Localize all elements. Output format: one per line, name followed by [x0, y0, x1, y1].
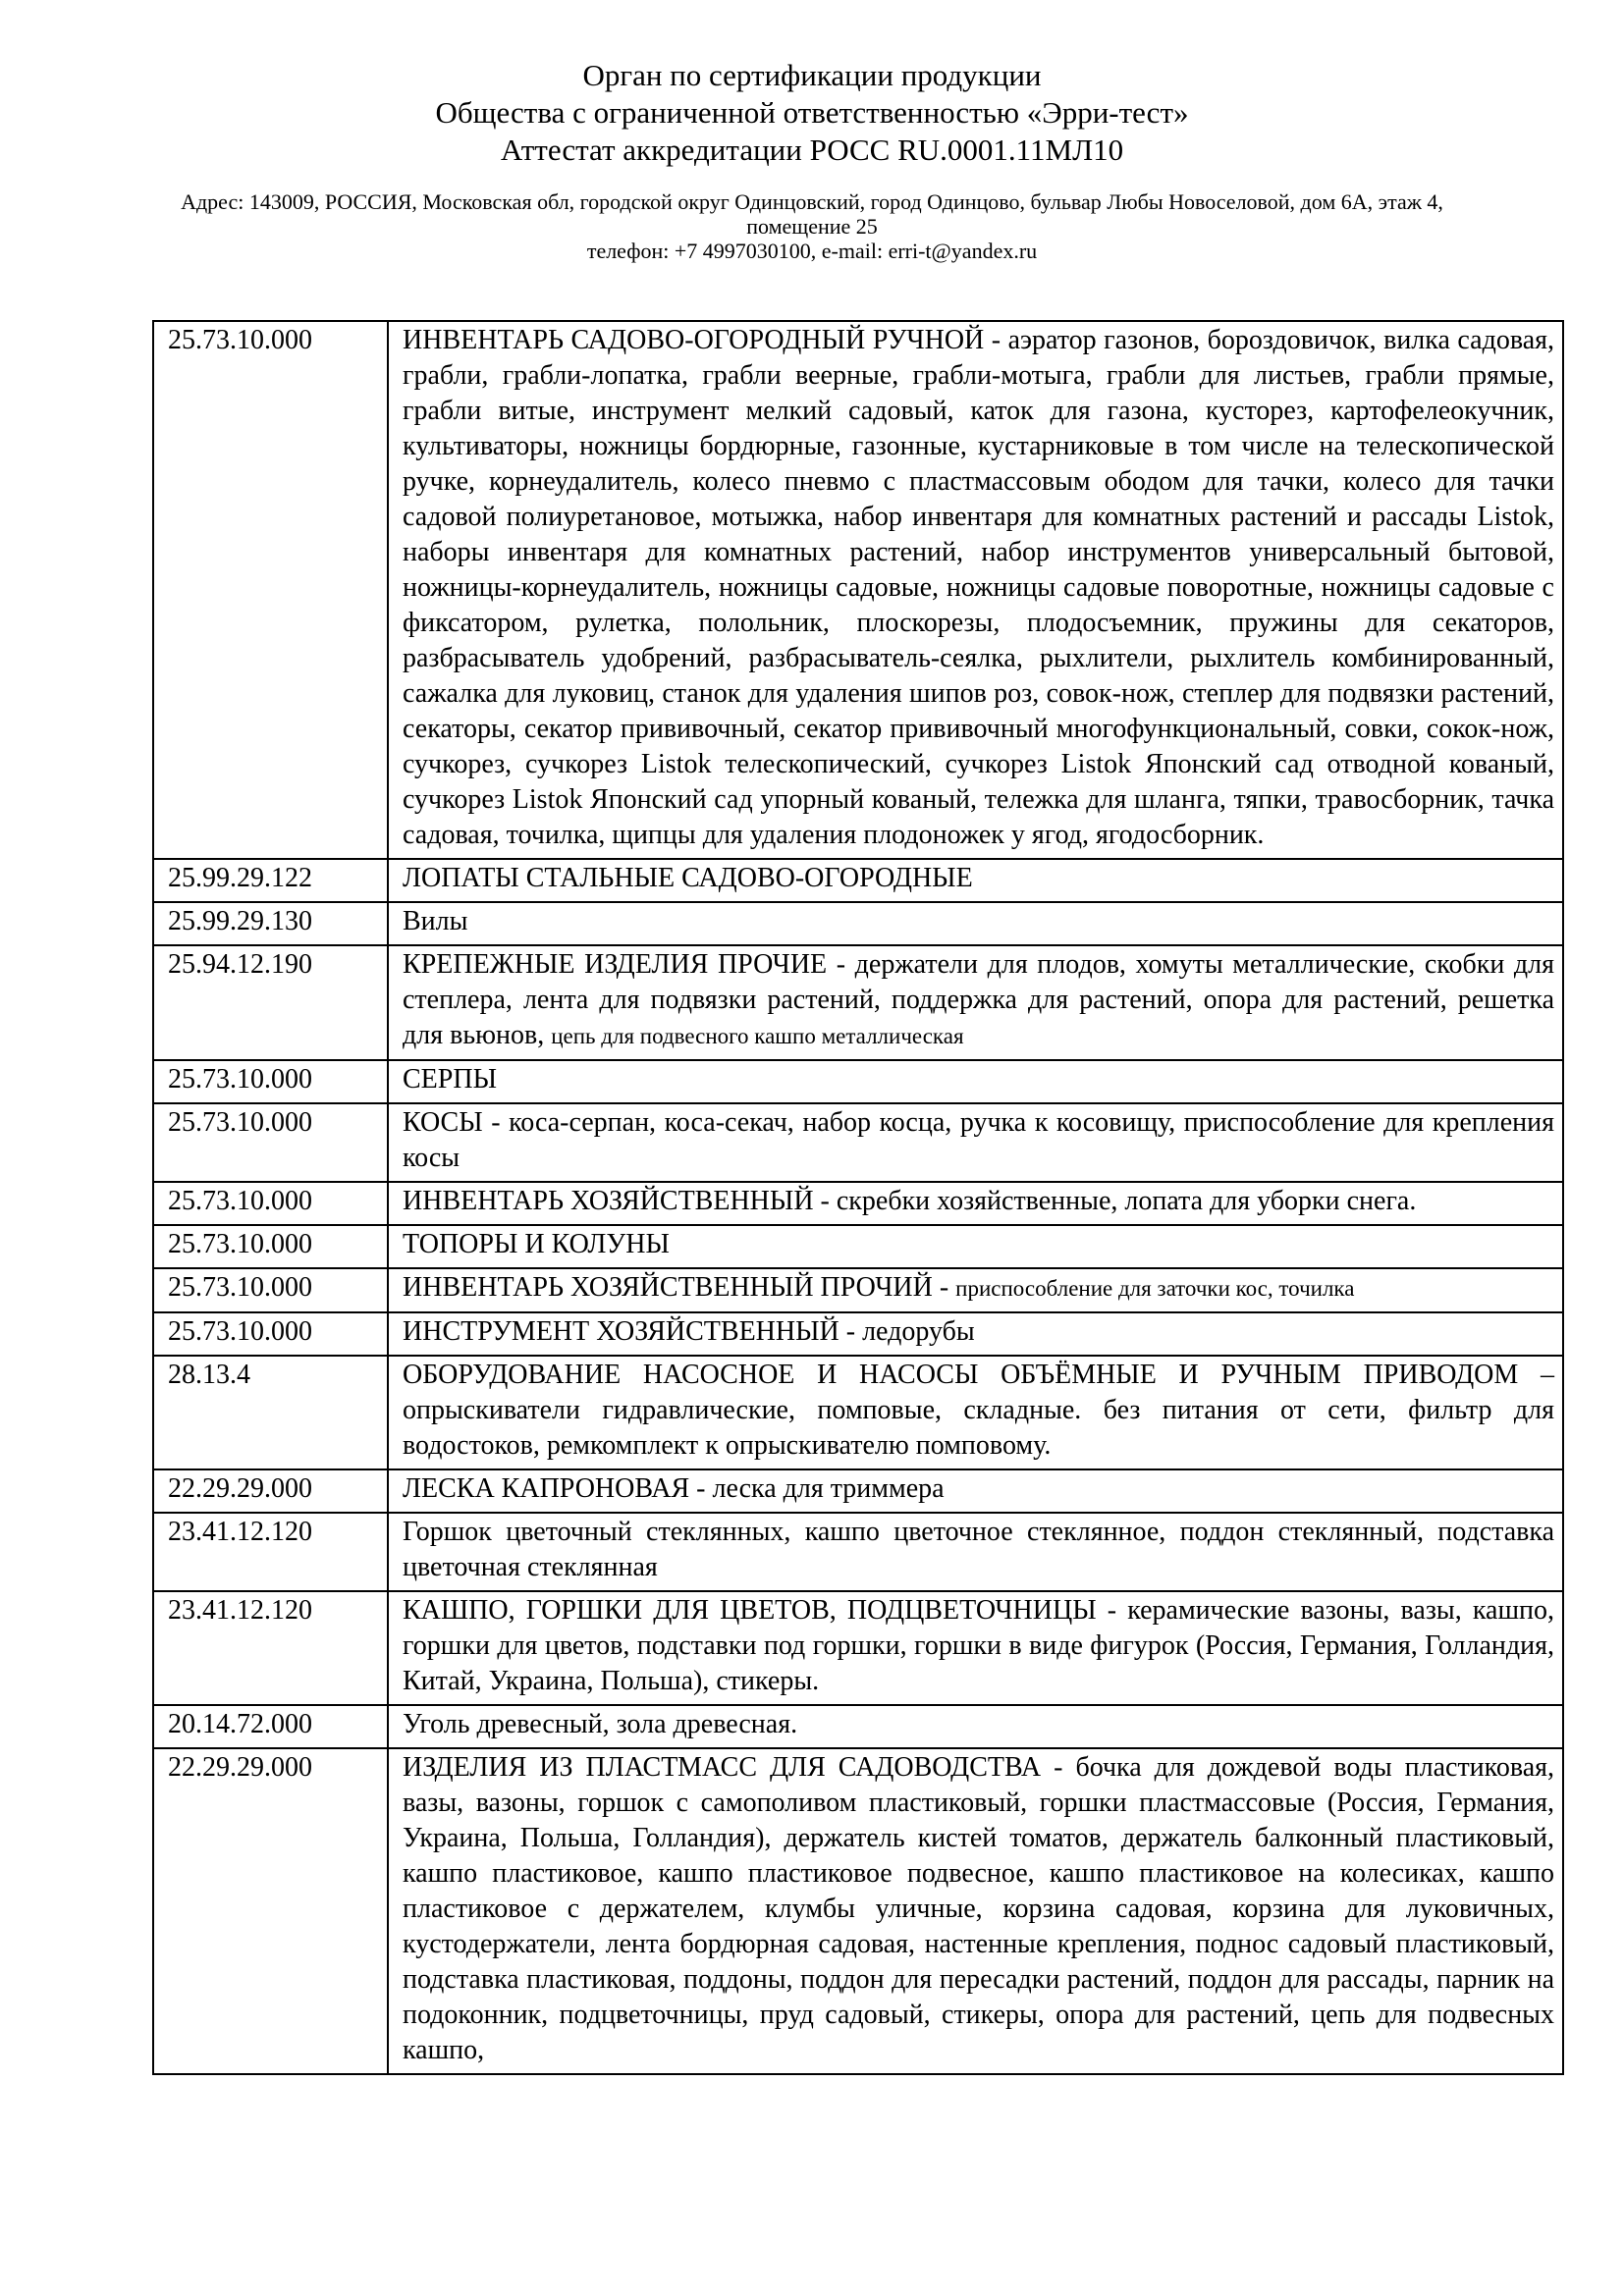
description-text: Горшок цветочный стеклянных, кашпо цветочное стеклянное, поддон стеклянный, подставка цветочная стеклянная: [403, 1517, 1554, 1582]
table-row: [153, 859, 1563, 902]
description-text: ЛОПАТЫ СТАЛЬНЫЕ САДОВО-ОГОРОДНЫЕ: [403, 863, 973, 893]
description-text-small: цепь для подвесного кашпо металлическая: [551, 1024, 964, 1048]
table-row: [153, 1469, 1563, 1513]
table-row: [153, 1513, 1563, 1591]
description-cell: [388, 1182, 1563, 1225]
description-cell: [388, 1103, 1563, 1182]
description-text: ТОПОРЫ И КОЛУНЫ: [403, 1229, 670, 1259]
description-text: ЛЕСКА КАПРОНОВАЯ - леска для триммера: [403, 1473, 945, 1504]
header-accreditation-number: Аттестат аккредитации РОСС RU.0001.11МЛ10: [500, 133, 1124, 167]
description-cell: [388, 1748, 1563, 2074]
code-cell: 25.73.10.000: [153, 1103, 388, 1182]
code-cell: 25.73.10.000: [153, 1225, 388, 1268]
code-cell: 25.99.29.122: [153, 859, 388, 902]
description-cell: [388, 1225, 1563, 1268]
table-row: [153, 1225, 1563, 1268]
code-cell: 25.73.10.000: [153, 1268, 388, 1312]
code-cell: 25.73.10.000: [153, 321, 388, 859]
description-text: ИНВЕНТАРЬ ХОЗЯЙСТВЕННЫЙ - скребки хозяйственные, лопата для уборки снега.: [403, 1186, 1417, 1216]
table-row: [153, 1356, 1563, 1469]
table-row: [153, 1312, 1563, 1356]
description-cell: [388, 945, 1563, 1060]
description-cell: [388, 1513, 1563, 1591]
header-address-line2: помещение 25: [746, 214, 878, 239]
header-contact: телефон: +7 4997030100, e-mail: erri-t@yandex.ru: [586, 239, 1038, 263]
description-cell: [388, 859, 1563, 902]
description-text: Вилы: [403, 906, 468, 936]
description-cell: [388, 1268, 1563, 1312]
code-cell: 23.41.12.120: [153, 1513, 388, 1591]
products-table: [152, 320, 1564, 2075]
description-cell: [388, 1312, 1563, 1356]
code-cell: 28.13.4: [153, 1356, 388, 1469]
description-cell: [388, 1591, 1563, 1705]
header-address-line1: Адрес: 143009, РОССИЯ, Московская обл, городской округ Одинцовский, город Одинцово, бульвар Любы Новоселовой, дом 6А, этаж 4,: [181, 189, 1443, 214]
table-row: [153, 321, 1563, 859]
description-text-small: приспособление для заточки кос, точилка: [955, 1276, 1355, 1301]
code-cell: 20.14.72.000: [153, 1705, 388, 1748]
table-row: [153, 945, 1563, 1060]
description-text: ОБОРУДОВАНИЕ НАСОСНОЕ И НАСОСЫ ОБЪЁМНЫЕ И РУЧНЫМ ПРИВОДОМ – опрыскиватели гидравлические, помповые, складные. без питания от сети, фильтр для водостоков, ремкомплект к опрыскивателю помповому.: [403, 1360, 1554, 1461]
description-text: КОСЫ - коса-серпан, коса-секач, набор косца, ручка к косовищу, приспособление для крепления косы: [403, 1107, 1554, 1173]
code-cell: 25.99.29.130: [153, 902, 388, 945]
description-text: ИНСТРУМЕНТ ХОЗЯЙСТВЕННЫЙ - ледорубы: [403, 1316, 975, 1347]
code-cell: 22.29.29.000: [153, 1469, 388, 1513]
code-cell: 23.41.12.120: [153, 1591, 388, 1705]
description-cell: [388, 1469, 1563, 1513]
table-row: [153, 1060, 1563, 1103]
description-cell: [388, 902, 1563, 945]
table-row: [153, 1182, 1563, 1225]
document-header: [0, 0, 1624, 263]
description-text: КРЕПЕЖНЫЕ ИЗДЕЛИЯ ПРОЧИЕ - держатели для плодов, хомуты металлические, скобки для степлера, лента для подвязки растений, поддержка для растений, опора для растений, решетка для вьюнов,: [403, 949, 1554, 1050]
description-cell: [388, 321, 1563, 859]
code-cell: 25.73.10.000: [153, 1312, 388, 1356]
description-text: КАШПО, ГОРШКИ ДЛЯ ЦВЕТОВ, ПОДЦВЕТОЧНИЦЫ - керамические вазоны, вазы, кашпо, горшки для цветов, подставки под горшки, горшки в виде фигурок (Россия, Германия, Голландия, Китай, Украина, Польша), стикеры.: [403, 1595, 1554, 1696]
description-text: ИНВЕНТАРЬ САДОВО-ОГОРОДНЫЙ РУЧНОЙ - аэратор газонов, бороздовичок, вилка садовая, грабли, грабли-лопатка, грабли веерные, грабли-мотыга, грабли для листьев, грабли прямые, грабли витые, инструмент мелкий садовый, каток для газона, кусторез, картофелеокучник, культиваторы, ножницы бордюрные, газонные, кустарниковые в том числе на телескопической ручке, корнеудалитель, колесо пневмо с пластмассовым ободом для тачки, колесо для тачки садовой полиуретановое, мотыжка, набор инвентаря для комнатных растений и рассады Listok, наборы инвентаря для комнатных растений, набор инструментов универсальный бытовой, ножницы-корнеудалитель, ножницы садовые, ножницы садовые поворотные, ножницы садовые с фиксатором, рулетка, полольник, плоскорезы, плодосъемник, пружины для секаторов, разбрасыватель удобрений, разбрасыватель-сеялка, рыхлители, рыхлитель комбинированный, сажалка для луковиц, станок для удаления шипов роз, совок-нож, степлер для подвязки растений, секаторы, секатор прививочный, секатор прививочный многофункциональный, совки, сокок-нож, сучкорез, сучкорез Listok телескопический, сучкорез Listok Японский сад отводной кованый, сучкорез Listok Японский сад упорный кованый, тележка для шланга, тяпки, травосборник, тачка садовая, точилка, щипцы для удаления плодоножек у ягод, ягодосборник.: [403, 325, 1554, 850]
table-row: [153, 1748, 1563, 2074]
products-table-body: [153, 321, 1563, 2074]
description-text: Уголь древесный, зола древесная.: [403, 1709, 798, 1739]
code-cell: 25.73.10.000: [153, 1182, 388, 1225]
table-row: [153, 1268, 1563, 1312]
code-cell: 25.73.10.000: [153, 1060, 388, 1103]
description-cell: [388, 1705, 1563, 1748]
description-cell: [388, 1356, 1563, 1469]
table-row: [153, 1591, 1563, 1705]
code-cell: 22.29.29.000: [153, 1748, 388, 2074]
description-text: ИНВЕНТАРЬ ХОЗЯЙСТВЕННЫЙ ПРОЧИЙ -: [403, 1272, 956, 1303]
table-row: [153, 1103, 1563, 1182]
description-cell: [388, 1060, 1563, 1103]
code-cell: 25.94.12.190: [153, 945, 388, 1060]
table-row: [153, 902, 1563, 945]
header-org-name: Общества с ограниченной ответственностью «Эрри-тест»: [435, 95, 1189, 130]
header-org-type: Орган по сертификации продукции: [582, 58, 1042, 92]
description-text: ИЗДЕЛИЯ ИЗ ПЛАСТМАСС ДЛЯ САДОВОДСТВА - бочка для дождевой воды пластиковая, вазы, вазоны, горшок с самополивом пластиковый, горшки пластмассовые (Россия, Германия, Украина, Польша, Голландия), держатель кистей томатов, держатель балконный пластиковый, кашпо пластиковое, кашпо пластиковое подвесное, кашпо пластиковое на колесиках, кашпо пластиковое с держателем, клумбы уличные, корзина садовая, корзина для луковичных, кустодержатели, лента бордюрная садовая, настенные крепления, поднос садовый пластиковый, подставка пластиковая, поддоны, поддон для пересадки растений, поддон для рассады, парник на подоконник, подцветочницы, пруд садовый, стикеры, опора для растений, цепь для подвесных кашпо,: [403, 1752, 1554, 2065]
table-row: [153, 1705, 1563, 1748]
description-text: СЕРПЫ: [403, 1064, 497, 1095]
